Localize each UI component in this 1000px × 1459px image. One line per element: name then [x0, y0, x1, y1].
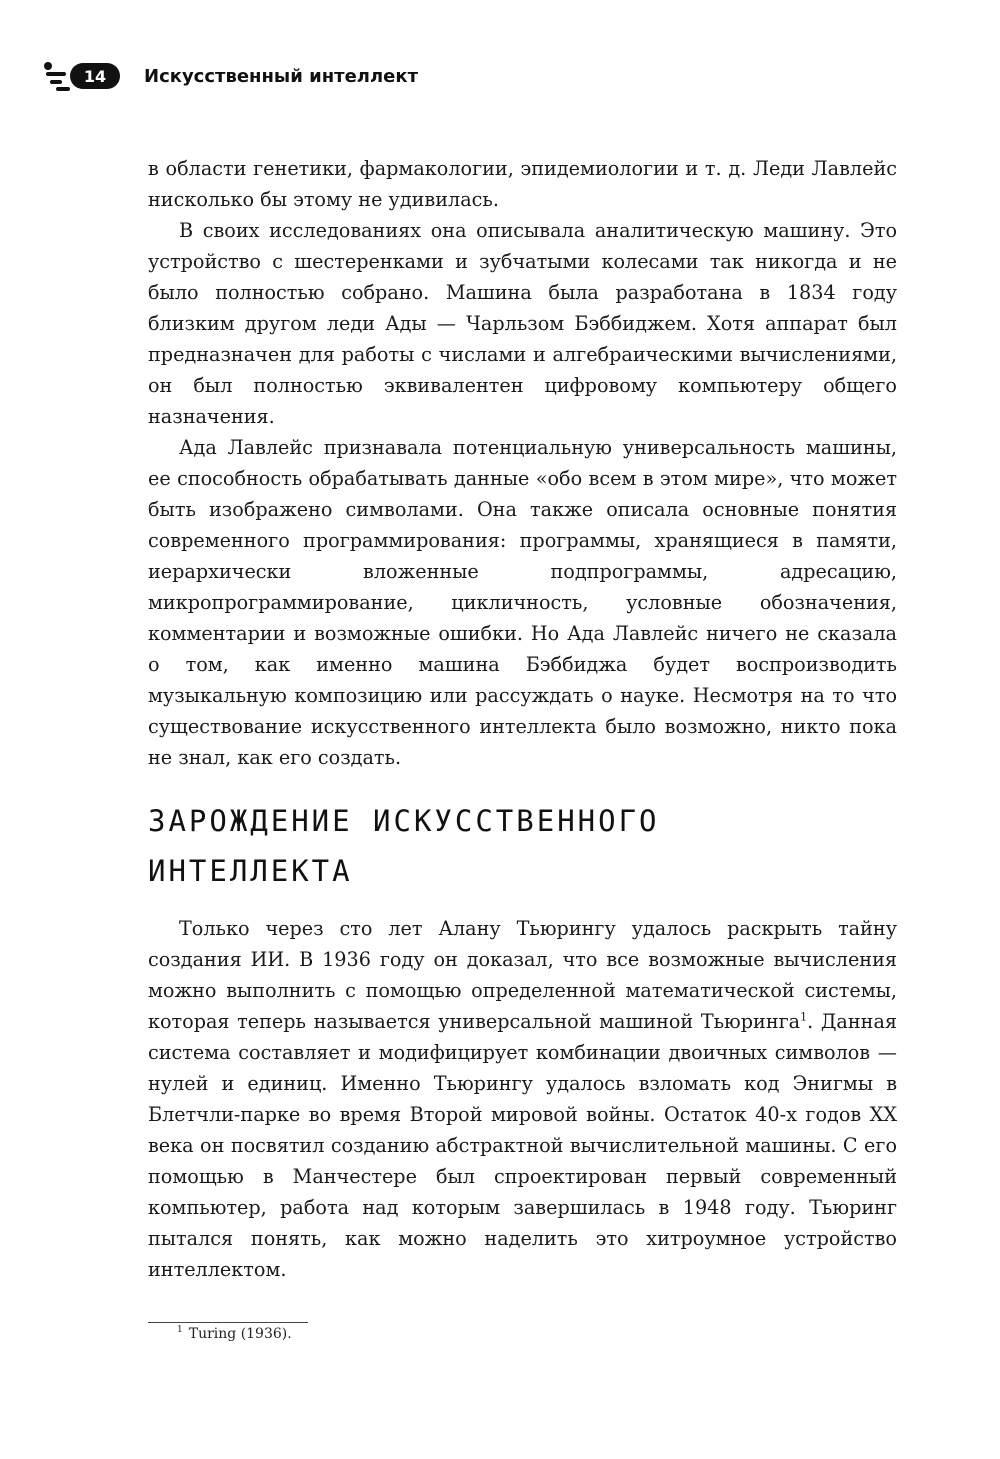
section-heading: ЗАРОЖДЕНИЕ ИСКУССТВЕННОГО ИНТЕЛЛЕКТА: [148, 804, 660, 888]
logo-bar-icon: [46, 72, 66, 76]
paragraph: В своих исследованиях она описывала аналитическую машину. Это устройство с шестеренками и зубчатыми колесами так никогда и не было полностью собрано. Машина была разработана в 1834 году близким другом леди Ады — Чарльзом Бэббиджем. Хотя аппарат был предназначен для работы с числами и алгебраическими вычислениями, он был полностью эквивалентен цифровому компьютеру общего назначения.: [148, 219, 897, 428]
running-header: [40, 58, 418, 94]
footnote-reference[interactable]: 1: [800, 1010, 808, 1024]
footnote: [177, 1326, 292, 1342]
footnote-marker: 1: [177, 1325, 183, 1336]
logo-dot-icon: [44, 62, 52, 70]
logo-bar-icon: [56, 87, 70, 91]
paragraph: в области генетики, фармакологии, эпидемиологии и т. д. Леди Лавлейс нисколько бы этому не удивилась.: [148, 157, 897, 211]
running-title: Искусственный интеллект: [144, 65, 418, 87]
paragraph-text: Только через сто лет Алану Тьюрингу удалось раскрыть тайну создания ИИ. В 1936 году он доказал, что все возможные вычисления можно выполнить с помощью определенной математической системы, которая теперь называется универсальной машиной Тьюринга: [148, 917, 897, 1033]
text-block-lower: [148, 913, 897, 1285]
footnote-divider: [148, 1322, 308, 1323]
page-number: 14: [70, 63, 120, 89]
paragraph: Ада Лавлейс признавала потенциальную универсальность машины, ее способность обрабатывать данные «обо всем в этом мире», что может быть изображено символами. Она также описала основные понятия современного программирования: программы, хранящиеся в памяти, иерархически вложенные подпрограммы, адресацию, микропрограммирование, цикличность, условные обозначения, комментарии и возможные ошибки. Но Ада Лавлейс ничего не сказала о том, как именно машина Бэббиджа будет воспроизводить музыкальную композицию или рассуждать о науке. Несмотря на то что существование искусственного интеллекта было возможно, никто пока не знал, как его создать.: [148, 436, 897, 769]
chapter-logo: [40, 58, 120, 94]
logo-bar-icon: [50, 80, 62, 84]
footnote-text: Turing (1936).: [188, 1326, 292, 1342]
paragraph: [148, 913, 897, 1285]
text-block-upper: [148, 153, 897, 773]
paragraph-text: . Данная система составляет и модифицирует комбинации двоичных символов — нулей и единиц. Именно Тьюрингу удалось взломать код Энигмы в Блетчли-парке во время Второй мировой войны. Остаток 40-х годов XX века он посвятил созданию абстрактной вычислительной машины. С его помощью в Манчестере был спроектирован первый современный компьютер, работа над которым завершилась в 1948 году. Тьюринг пытался понять, как можно наделить это хитроумное устройство интеллектом.: [148, 1010, 897, 1281]
